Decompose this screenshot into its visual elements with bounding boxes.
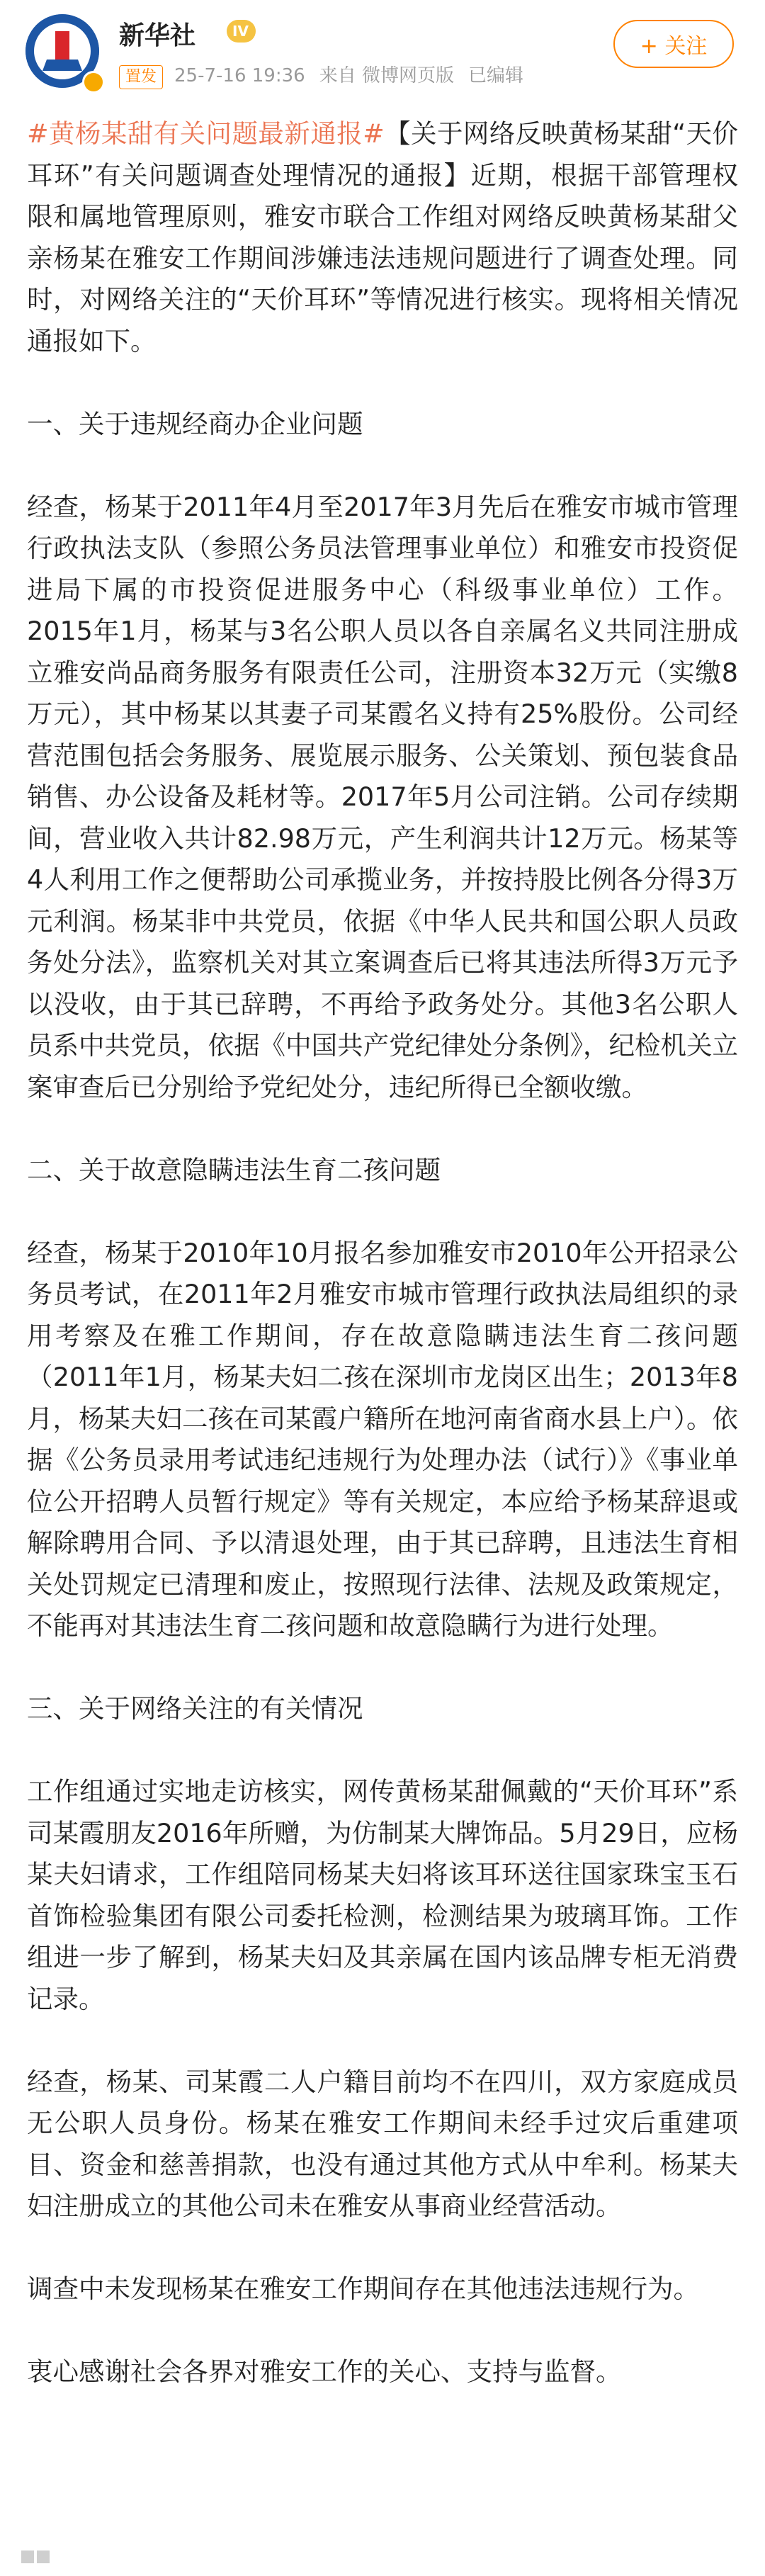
hashtag-link[interactable]: #黄杨某甜有关问题最新通报# bbox=[27, 118, 385, 149]
page-indicator bbox=[21, 2550, 78, 2565]
edited-label[interactable]: 已编辑 bbox=[468, 65, 523, 86]
paragraph-section-2: 经查，杨某于2010年10月报名参加雅安市2010年公开招录公务员考试，在2011年2月雅安市城市管理行政执法局组织的录用考察及在雅工作期间，存在故意隐瞒违法生育二孩问题（2011年1月，杨某夫妇二孩在深圳市龙岗区出生；2013年8月，杨某夫妇二孩在司某霞户籍所在地河南省商水县上户）。依据《公务员录用考试违纪违规行为处理办法（试行）》《事业单位公开招聘人员暂行规定》等有关规定，本应给予杨某辞退或解除聘用合同、予以清退处理，由于其已辞聘，且违法生育相关处罚规定已清理和废止，按照现行法律、法规及政策规定，不能再对其违法生育二孩问题和故意隐瞒行为进行处理。 bbox=[27, 1237, 738, 1641]
username[interactable]: 新华社 bbox=[119, 21, 196, 50]
timestamp: 25-7-16 19:36 bbox=[174, 65, 305, 86]
section-heading-1: 一、关于违规经商办企业问题 bbox=[27, 408, 363, 439]
post-source: 来自 微博网页版 bbox=[319, 65, 454, 86]
paragraph-conclusion: 调查中未发现杨某在雅安工作期间存在其他违法违规行为。 bbox=[27, 2273, 699, 2304]
post-meta bbox=[119, 61, 523, 89]
paragraph-section-3a: 工作组通过实地走访核实，网传黄杨某甜佩戴的“天价耳环”系司某霞朋友2016年所赠，为仿制某大牌饰品。5月29日，应杨某夫妇请求，工作组陪同杨某夫妇将该耳环送往国家珠宝玉石首饰检验集团有限公司委托检测，检测结果为玻璃耳饰。工作组进一步了解到，杨某夫妇及其亲属在国内该品牌专柜无消费记录。 bbox=[27, 1776, 738, 2014]
section-heading-3: 三、关于网络关注的有关情况 bbox=[27, 1693, 363, 1724]
paragraph-thanks: 衷心感谢社会各界对雅安工作的关心、支持与监督。 bbox=[27, 2356, 622, 2387]
post-header bbox=[0, 0, 765, 101]
verified-badge-icon bbox=[82, 71, 105, 94]
top-tag: 置发 bbox=[119, 65, 163, 89]
paragraph-section-3b: 经查，杨某、司某霞二人户籍目前均不在四川，双方家庭成员无公职人员身份。杨某在雅安工作期间未经手过灾后重建项目、资金和慈善捐款，也没有通过其他方式从中牟利。杨某夫妇注册成立的其他公司未在雅安从事商业经营活动。 bbox=[27, 2066, 738, 2221]
paragraph-section-1: 经查，杨某于2011年4月至2017年3月先后在雅安市城市管理行政执法支队（参照公务员法管理事业单位）和雅安市投资促进局下属的市投资促进服务中心（科级事业单位）工作。2015年1月，杨某与3名公职人员以各自亲属名义共同注册成立雅安尚品商务服务有限责任公司，注册资本32万元（实缴8万元），其中杨某以其妻子司某霞名义持有25%股份。公司经营范围包括会务服务、展览展示服务、公关策划、预包装食品销售、办公设备及耗材等。2017年5月公司注销。公司存续期间，营业收入共计82.98万元，产生利润共计12万元。杨某等4人利用工作之便帮助公司承揽业务，并按持股比例各分得3万元利润。杨某非中共党员，依据《中华人民共和国公职人员政务处分法》，监察机关对其立案调查后已将其违法所得3万元予以没收，由于其已辞聘，不再给予政务处分。其他3名公职人员系中共党员，依据《中国共产党纪律处分条例》，纪检机关立案审查后已分别给予党纪处分，违纪所得已全额收缴。 bbox=[27, 491, 738, 1102]
follow-button[interactable]: + 关注 bbox=[613, 20, 734, 68]
paragraph-intro: #黄杨某甜有关问题最新通报#【关于网络反映黄杨某甜“天价耳环”有关问题调查处理情况的通报】近期，根据干部管理权限和属地管理原则，雅安市联合工作组对网络反映黄杨某甜父亲杨某在雅安工作期间涉嫌违法违规问题进行了调查处理。同时，对网络关注的“天价耳环”等情况进行核实。现将相关情况通报如下。 bbox=[27, 118, 738, 356]
level-badge: IV bbox=[227, 20, 256, 43]
post-body bbox=[27, 113, 738, 2393]
section-heading-2: 二、关于故意隐瞒违法生育二孩问题 bbox=[27, 1154, 441, 1185]
